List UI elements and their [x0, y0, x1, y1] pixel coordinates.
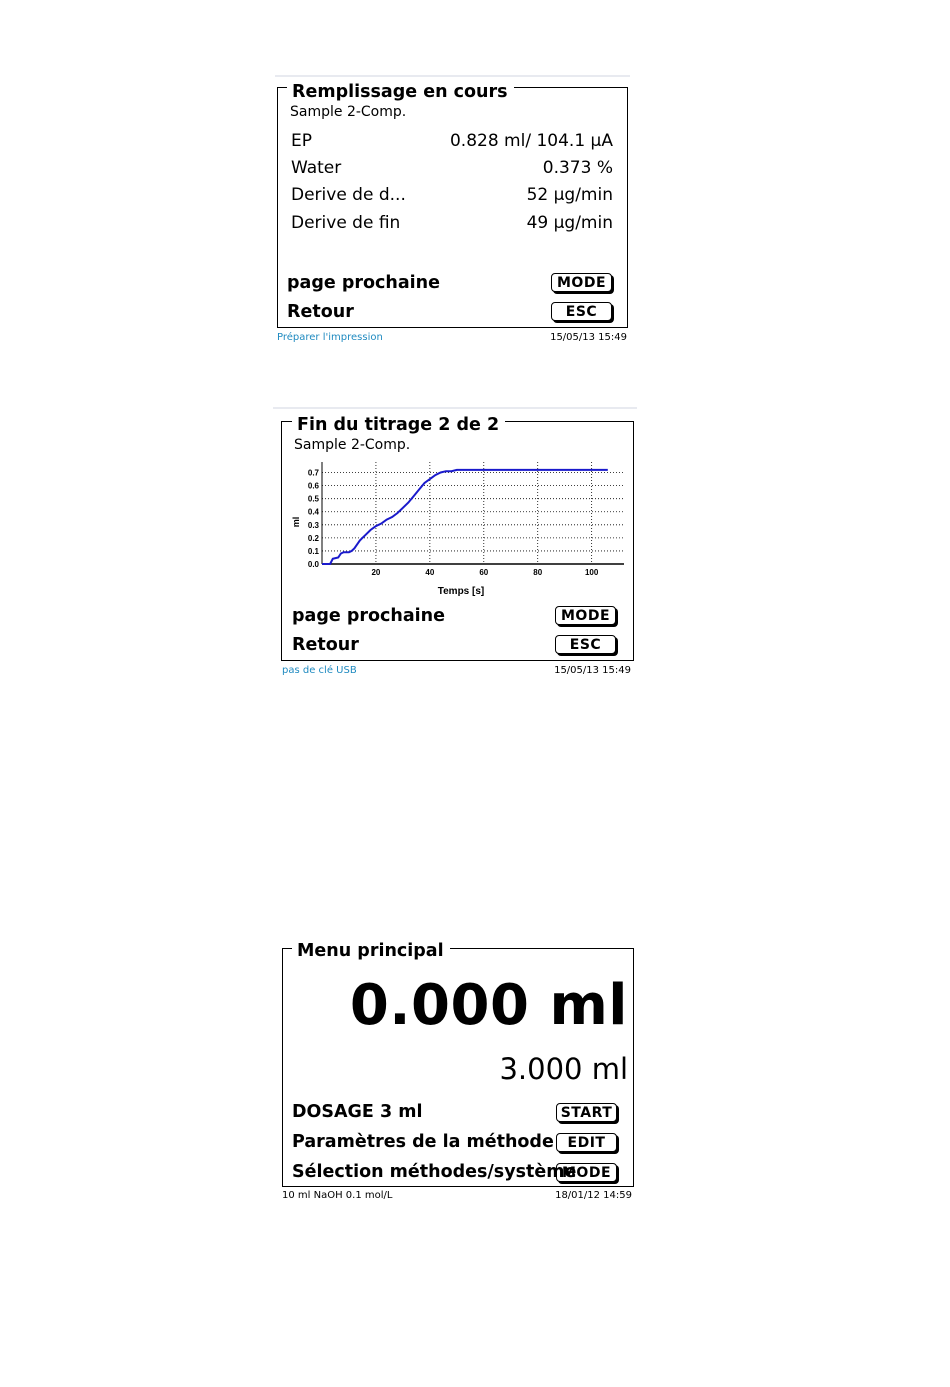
status-message: pas de clé USB [282, 665, 357, 676]
screen-title: Menu principal [292, 941, 450, 961]
mode-button[interactable]: MODE [556, 1163, 617, 1182]
method-selection-label: Sélection méthodes/système [292, 1162, 577, 1182]
row-label-drift-start: Derive de d... [291, 185, 406, 205]
total-volume: 3.000 ml [499, 1052, 628, 1086]
row-value-ep: 0.828 ml/ 104.1 µA [449, 131, 613, 151]
status-datetime: 15/05/13 15:49 [554, 665, 631, 676]
series-line [322, 470, 608, 564]
next-page-label: page prochaine [292, 606, 445, 626]
x-axis-label: Temps [s] [437, 586, 485, 597]
esc-button[interactable]: ESC [551, 302, 612, 321]
row-value-drift-end: 49 µg/min [526, 213, 613, 233]
status-message: 10 ml NaOH 0.1 mol/L [282, 1190, 393, 1201]
sample-name: Sample 2-Comp. [290, 104, 407, 120]
y-tick-label: 0.6 [307, 481, 319, 491]
top-separator [275, 75, 630, 77]
status-datetime: 18/01/12 14:59 [555, 1190, 632, 1201]
x-tick-label: 80 [533, 568, 543, 577]
sample-name: Sample 2-Comp. [294, 437, 411, 453]
y-tick-label: 0.4 [307, 507, 319, 517]
x-tick-label: 40 [425, 568, 435, 577]
row-value-drift-start: 52 µg/min [526, 185, 613, 205]
back-label: Retour [287, 302, 354, 322]
esc-button[interactable]: ESC [555, 635, 616, 654]
y-tick-label: 0.3 [307, 520, 319, 530]
dosed-volume: 0.000 ml [349, 973, 628, 1038]
status-message: Préparer l'impression [277, 332, 383, 343]
x-tick-label: 60 [479, 568, 489, 577]
row-label-ep: EP [291, 131, 312, 151]
row-label-water: Water [291, 158, 342, 178]
method-params-label: Paramètres de la méthode [292, 1132, 554, 1152]
x-tick-label: 20 [371, 568, 381, 577]
top-separator [273, 407, 637, 409]
dosage-label: DOSAGE 3 ml [292, 1102, 423, 1122]
y-tick-label: 0.7 [307, 468, 319, 478]
x-tick-label: 100 [584, 568, 599, 577]
screen-remplissage [275, 75, 630, 346]
back-label: Retour [292, 635, 359, 655]
screen-title: Remplissage en cours [287, 82, 514, 102]
status-datetime: 15/05/13 15:49 [550, 332, 627, 343]
screen-fin-titrage [273, 407, 637, 679]
screen-title: Fin du titrage 2 de 2 [292, 415, 505, 435]
titration-curve-chart [285, 458, 635, 600]
start-button[interactable]: START [556, 1103, 617, 1122]
y-tick-label: 0.5 [307, 494, 319, 504]
y-tick-label: 0.1 [307, 546, 319, 556]
next-page-label: page prochaine [287, 273, 440, 293]
mode-button[interactable]: MODE [555, 606, 616, 625]
y-tick-label: 0.2 [307, 533, 319, 543]
screen-menu-principal [280, 938, 636, 1208]
row-label-drift-end: Derive de fin [291, 213, 401, 233]
row-value-water: 0.373 % [542, 158, 613, 178]
mode-button[interactable]: MODE [551, 273, 612, 292]
edit-button[interactable]: EDIT [556, 1133, 617, 1152]
y-axis-label: ml [291, 516, 301, 528]
y-tick-label: 0.0 [307, 560, 319, 569]
